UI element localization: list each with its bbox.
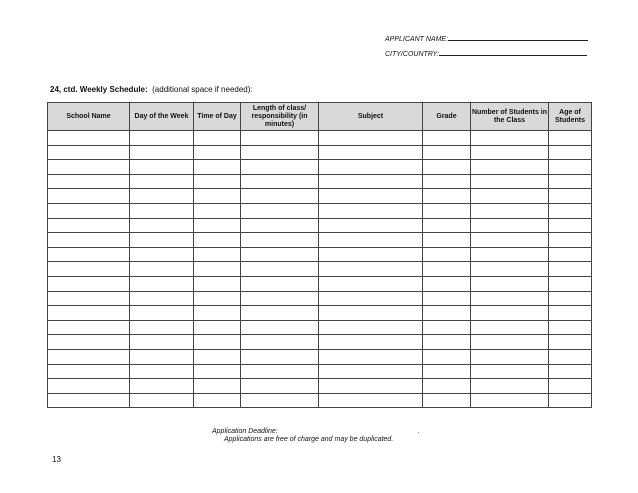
table-cell[interactable] [48,335,130,350]
table-cell[interactable] [194,160,241,175]
table-cell[interactable] [241,233,319,248]
section-title-note: (additional space if needed): [152,85,253,94]
table-cell[interactable] [48,379,130,394]
table-cell[interactable] [48,247,130,262]
page-number: 13 [52,455,61,464]
table-cell[interactable] [194,233,241,248]
table-cell[interactable] [130,247,194,262]
table-cell[interactable] [549,203,592,218]
col-time-of-day: Time of Day [194,103,241,131]
table-cell[interactable] [241,189,319,204]
table-cell[interactable] [194,349,241,364]
table-cell[interactable] [549,145,592,160]
table-cell[interactable] [549,131,592,146]
table-cell[interactable] [130,189,194,204]
table-cell[interactable] [48,218,130,233]
table-cell[interactable] [549,247,592,262]
table-cell[interactable] [319,203,423,218]
table-cell[interactable] [423,276,471,291]
table-cell[interactable] [423,335,471,350]
table-cell[interactable] [423,291,471,306]
table-row [48,218,592,233]
table-cell[interactable] [48,233,130,248]
table-cell[interactable] [130,131,194,146]
city-country-field[interactable] [439,48,587,56]
table-cell[interactable] [549,320,592,335]
table-cell[interactable] [130,160,194,175]
table-cell[interactable] [319,276,423,291]
table-cell[interactable] [130,233,194,248]
table-cell[interactable] [549,335,592,350]
table-cell[interactable] [471,189,549,204]
table-cell[interactable] [241,218,319,233]
table-cell[interactable] [423,131,471,146]
col-subject: Subject [319,103,423,131]
table-row [48,247,592,262]
table-cell[interactable] [194,131,241,146]
table-cell[interactable] [194,364,241,379]
table-cell[interactable] [194,379,241,394]
section-title [50,85,253,94]
table-cell[interactable] [471,349,549,364]
table-cell[interactable] [319,218,423,233]
table-cell[interactable] [194,306,241,321]
table-cell[interactable] [194,189,241,204]
table-cell[interactable] [471,276,549,291]
table-cell[interactable] [423,393,471,408]
table-cell[interactable] [319,306,423,321]
table-cell[interactable] [423,160,471,175]
table-cell[interactable] [319,379,423,394]
table-cell[interactable] [423,145,471,160]
table-cell[interactable] [319,174,423,189]
table-cell[interactable] [241,306,319,321]
table-body [48,131,592,408]
table-cell[interactable] [423,247,471,262]
table-cell[interactable] [423,262,471,277]
table-header-row [48,103,592,131]
table-cell[interactable] [319,233,423,248]
table-cell[interactable] [48,203,130,218]
table-cell[interactable] [48,262,130,277]
table-cell[interactable] [549,291,592,306]
table-row [48,306,592,321]
table-cell[interactable] [194,276,241,291]
table-cell[interactable] [241,131,319,146]
table-cell[interactable] [241,320,319,335]
col-age-of-students: Age of Students [549,103,592,131]
table-cell[interactable] [471,291,549,306]
table-cell[interactable] [423,349,471,364]
table-cell[interactable] [194,174,241,189]
table-row [48,160,592,175]
table-cell[interactable] [319,262,423,277]
weekly-schedule-table [47,102,592,408]
table-cell[interactable] [241,393,319,408]
table-cell[interactable] [549,174,592,189]
table-cell[interactable] [194,203,241,218]
table-cell[interactable] [319,145,423,160]
table-cell[interactable] [130,291,194,306]
table-cell[interactable] [48,306,130,321]
applicant-name-field[interactable] [448,33,588,41]
table-cell[interactable] [130,262,194,277]
table-cell[interactable] [423,174,471,189]
table-cell[interactable] [423,218,471,233]
table-cell[interactable] [194,320,241,335]
table-cell[interactable] [423,379,471,394]
table-cell[interactable] [194,145,241,160]
table-cell[interactable] [319,320,423,335]
table-cell[interactable] [241,203,319,218]
deadline-mark: . [417,428,420,435]
table-cell[interactable] [423,233,471,248]
table-cell[interactable] [48,349,130,364]
table-row [48,262,592,277]
table-cell[interactable] [130,203,194,218]
table-cell[interactable] [241,379,319,394]
table-cell[interactable] [471,379,549,394]
free-of-charge-note: Applications are free of charge and may be duplicated. [224,436,394,443]
table-cell[interactable] [241,160,319,175]
table-row [48,145,592,160]
section-title-bold: 24, ctd. Weekly Schedule: [50,85,148,94]
table-cell[interactable] [471,393,549,408]
table-row [48,291,592,306]
table-row [48,320,592,335]
table-cell[interactable] [319,393,423,408]
table-cell[interactable] [549,393,592,408]
col-length-of-class: Length of class/ responsibility (in minutes) [241,103,319,131]
table-cell[interactable] [319,335,423,350]
table-row [48,335,592,350]
table-cell[interactable] [549,218,592,233]
table-cell[interactable] [423,189,471,204]
table-cell[interactable] [130,145,194,160]
table-cell[interactable] [241,276,319,291]
table-cell[interactable] [549,364,592,379]
table-cell[interactable] [549,276,592,291]
footer-notes [212,428,420,443]
table-cell[interactable] [130,276,194,291]
table-row [48,276,592,291]
table-cell[interactable] [194,291,241,306]
table-cell[interactable] [130,306,194,321]
table-cell[interactable] [130,174,194,189]
table-cell[interactable] [130,349,194,364]
table-cell[interactable] [471,160,549,175]
table-cell[interactable] [471,262,549,277]
table-cell[interactable] [319,189,423,204]
table-cell[interactable] [319,349,423,364]
table-cell[interactable] [48,291,130,306]
table-cell[interactable] [241,291,319,306]
table-cell[interactable] [48,131,130,146]
table-cell[interactable] [130,320,194,335]
table-cell[interactable] [471,320,549,335]
table-row [48,131,592,146]
applicant-name-line [385,33,588,43]
table-cell[interactable] [423,320,471,335]
table-cell[interactable] [241,349,319,364]
table-row [48,233,592,248]
table-cell[interactable] [319,364,423,379]
table-row [48,379,592,394]
table-cell[interactable] [241,145,319,160]
deadline-label: Application Deadline: [212,428,278,435]
table-cell[interactable] [48,160,130,175]
table-cell[interactable] [471,203,549,218]
table-cell[interactable] [549,349,592,364]
table-cell[interactable] [423,203,471,218]
table-cell[interactable] [194,247,241,262]
table-cell[interactable] [319,131,423,146]
table-cell[interactable] [241,364,319,379]
col-school-name: School Name [48,103,130,131]
table-row [48,364,592,379]
table-cell[interactable] [471,247,549,262]
table-cell[interactable] [130,364,194,379]
city-country-label: CITY/COUNTRY: [385,51,439,58]
table-cell[interactable] [471,233,549,248]
table-row [48,174,592,189]
table-cell[interactable] [423,306,471,321]
table-cell[interactable] [241,174,319,189]
table-cell[interactable] [549,233,592,248]
table-cell[interactable] [471,306,549,321]
table-cell[interactable] [130,393,194,408]
table-cell[interactable] [130,335,194,350]
table-cell[interactable] [48,276,130,291]
table-cell[interactable] [241,247,319,262]
city-country-line [385,48,587,58]
table-cell[interactable] [194,262,241,277]
table-cell[interactable] [423,364,471,379]
table-cell[interactable] [130,218,194,233]
applicant-name-label: APPLICANT NAME: [385,36,449,43]
table-cell[interactable] [319,160,423,175]
table-cell[interactable] [549,160,592,175]
table-cell[interactable] [194,335,241,350]
table-cell[interactable] [48,145,130,160]
table-cell[interactable] [48,174,130,189]
table-cell[interactable] [241,335,319,350]
table-cell[interactable] [319,291,423,306]
table-cell[interactable] [48,364,130,379]
table-cell[interactable] [48,320,130,335]
col-day-of-week: Day of the Week [130,103,194,131]
table-cell[interactable] [549,262,592,277]
table-row [48,393,592,408]
table-cell[interactable] [549,306,592,321]
table-row [48,203,592,218]
table-cell[interactable] [471,364,549,379]
table-cell[interactable] [471,174,549,189]
table-row [48,349,592,364]
table-cell[interactable] [194,218,241,233]
table-cell[interactable] [471,218,549,233]
table-cell[interactable] [471,145,549,160]
table-cell[interactable] [48,189,130,204]
table-cell[interactable] [471,335,549,350]
table-cell[interactable] [319,247,423,262]
table-cell[interactable] [241,262,319,277]
table-cell[interactable] [194,393,241,408]
table-cell[interactable] [130,379,194,394]
table-cell[interactable] [549,379,592,394]
table-cell[interactable] [48,393,130,408]
table-cell[interactable] [549,189,592,204]
table-row [48,189,592,204]
col-number-of-students: Number of Students in the Class [471,103,549,131]
col-grade: Grade [423,103,471,131]
table-cell[interactable] [471,131,549,146]
